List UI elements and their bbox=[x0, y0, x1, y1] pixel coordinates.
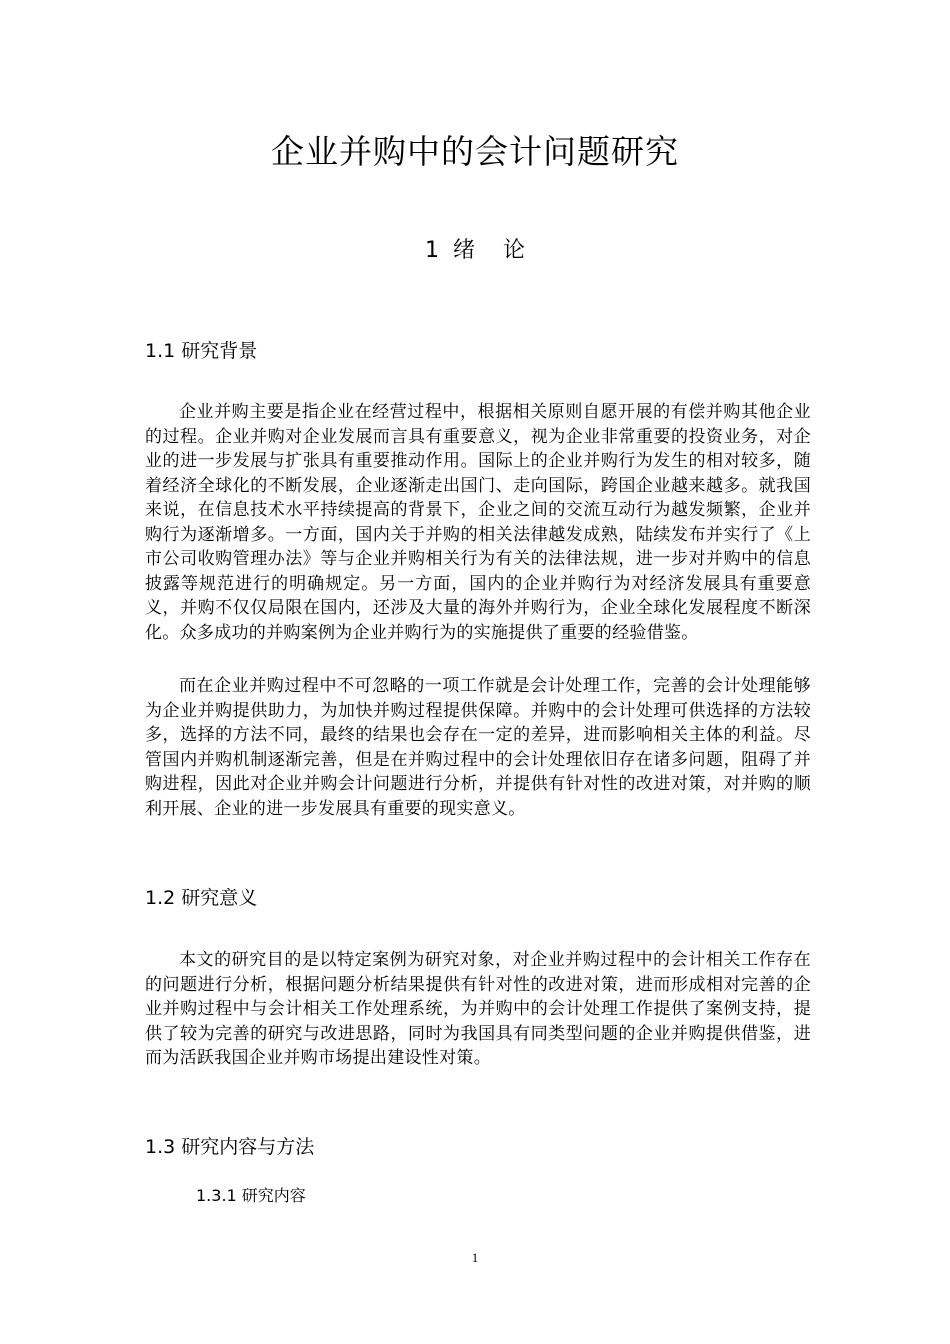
subsection-heading-1-3-1: 1.3.1 研究内容 bbox=[196, 1186, 306, 1205]
chapter-heading: 1 绪 论 bbox=[425, 238, 525, 263]
document-title: 企业并购中的会计问题研究 bbox=[271, 132, 679, 171]
page-number: 1 bbox=[471, 1250, 479, 1265]
paragraph-background-2: 而在企业并购过程中不可忽略的一项工作就是会计处理工作，完善的会计处理能够为企业并购提供助力，为加快并购过程提供保障。并购中的会计处理可供选择的方法较多，选择的方法不同，最终的结果也会存在一定的差异，进而影响相关主体的利益。尽管国内并购机制逐渐完善，但是在并购过程中的会计处理依旧存在诸多问题，阻碍了并购进程，因此对企业并购会计问题进行分析，并提供有针对性的改进对策，对并购的顺利开展、企业的进一步发展具有重要的现实意义。 bbox=[145, 676, 811, 819]
section-heading-1-3: 1.3 研究内容与方法 bbox=[145, 1136, 315, 1158]
paragraph-background-1: 企业并购主要是指企业在经营过程中，根据相关原则自愿开展的有偿并购其他企业的过程。企业并购对企业发展而言具有重要意义，视为企业非常重要的投资业务，对企业的进一步发展与扩张具有重要推动作用。国际上的企业并购行为发生的相对较多，随着经济全球化的不断发展，企业逐渐走出国门、走向国际，跨国企业越来越多。就我国来说，在信息技术水平持续提高的背景下，企业之间的交流互动行为越发频繁，企业并购行为逐渐增多。一方面，国内关于并购的相关法律越发成熟，陆续发布并实行了《上市公司收购管理办法》等与企业并购相关行为有关的法律法规，进一步对并购中的信息披露等规范进行的明确规定。另一方面，国内的企业并购行为对经济发展具有重要意义，并购不仅仅局限在国内，还涉及大量的海外并购行为，企业全球化发展程度不断深化。众多成功的并购案例为企业并购行为的实施提供了重要的经验借鉴。 bbox=[145, 402, 811, 643]
section-heading-1-2: 1.2 研究意义 bbox=[145, 887, 258, 909]
paragraph-significance: 本文的研究目的是以特定案例为研究对象，对企业并购过程中的会计相关工作存在的问题进行分析，根据问题分析结果提供有针对性的改进对策，进而形成相对完善的企业并购过程中与会计相关工作处理系统，为并购中的会计处理工作提供了案例支持，提供了较为完善的研究与改进思路，同时为我国具有同类型问题的企业并购提供借鉴，进而为活跃我国企业并购市场提出建设性对策。 bbox=[145, 950, 811, 1068]
section-heading-1-1: 1.1 研究背景 bbox=[145, 340, 258, 362]
